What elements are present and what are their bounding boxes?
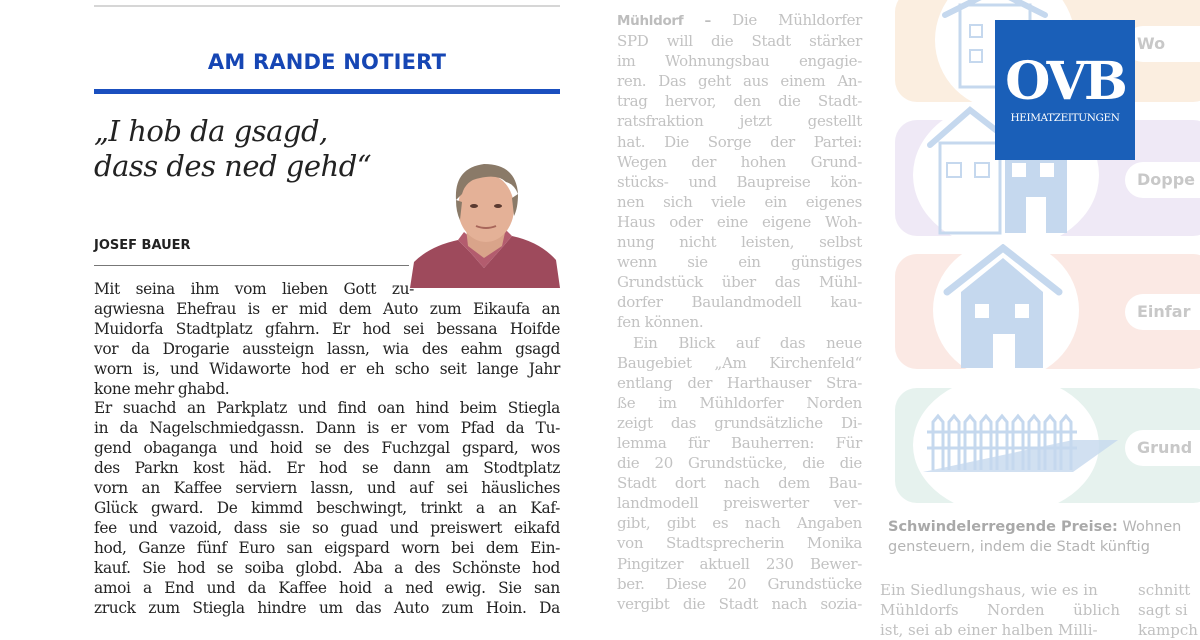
section-rubric: AM RANDE NOTIERT bbox=[207, 50, 447, 74]
mid-line: ren. Das geht aus einem An- bbox=[617, 72, 862, 91]
top-divider bbox=[94, 5, 560, 7]
bottom-line: Ein Siedlungshaus, wie es in bbox=[880, 581, 1098, 599]
body-line: Glück gward. De kimmd beschwingt, trinkt a an Kaf- bbox=[94, 498, 560, 517]
mid-line: gibt, gibt es nach Angaben bbox=[617, 514, 862, 533]
body-line: vor da Drogarie aussteign lassn, wia des eahm gsagd bbox=[94, 339, 560, 358]
body-line: kauf. Sie hod se soiba globd. Aba a des Schönste hod bbox=[94, 558, 560, 577]
mid-line: Stadt dort nach dem Bau- bbox=[617, 474, 862, 493]
mid-line: die 20 Grundstücke, die die bbox=[617, 454, 862, 473]
mid-line: nen sich viele ein eigenes bbox=[617, 192, 862, 211]
caption-bold: Schwindelerregende Preise: bbox=[888, 519, 1118, 535]
body-line: fee und vazoid, dass sie so guad und preiswert eikafd bbox=[94, 518, 560, 537]
mid-line: vergibt die Stadt nach sozia- bbox=[617, 594, 862, 613]
mid-line: Wegen der hohen Grund- bbox=[617, 152, 862, 171]
caption-line-2: gensteuern, indem die Stadt künftig bbox=[888, 539, 1150, 555]
body-line: agwiesna Ehefrau is er mid dem Auto zum Eikaufa an bbox=[94, 299, 560, 318]
body-line: gend obaganga und hoid se des Fuchzgal gspard, wos bbox=[94, 439, 560, 458]
mid-line: ber. Diese 20 Grundstücke bbox=[617, 574, 862, 593]
mid-line: SPD will die Stadt stärker bbox=[617, 32, 862, 51]
logo-subtitle: HEIMATZEITUNGEN bbox=[1010, 112, 1120, 124]
mid-line-first bbox=[617, 10, 862, 31]
mid-line: wenn sie ein günstiges bbox=[617, 253, 862, 272]
mid-line: Haus oder eine eigene Woh- bbox=[617, 212, 862, 231]
mid-line: landmodell preiswerter ver- bbox=[617, 494, 862, 513]
row-label: Doppe bbox=[1125, 162, 1200, 198]
mid-line: trag hervor, den die Stadt- bbox=[617, 92, 862, 111]
caption-rest: Wohnen bbox=[1117, 519, 1182, 535]
mid-line: Baugebiet „Am Kirchenfeld“ bbox=[617, 353, 862, 372]
body-line: kone mehr ghabd. bbox=[94, 379, 230, 398]
row-label: Wo bbox=[1125, 26, 1200, 62]
portrait-illustration bbox=[410, 150, 560, 288]
mid-line: ratsfraktion jetzt gestellt bbox=[617, 112, 862, 131]
caption-line-1 bbox=[888, 517, 1200, 537]
byline-divider bbox=[94, 265, 409, 266]
bottom-line: Mühldorfs Norden üblich bbox=[880, 601, 1120, 619]
row-label: Einfar bbox=[1125, 294, 1200, 330]
bottom-column-1 bbox=[880, 580, 1120, 640]
mid-line: hat. Die Sorge der Partei: bbox=[617, 132, 862, 151]
mid-line: dorfer Baulandmodell kau- bbox=[617, 293, 862, 312]
mid-line: nung nicht leisten, selbst bbox=[617, 233, 862, 252]
body-line: zruck zum Stiegla hindre um das Auto zum Hoin. Da bbox=[94, 598, 560, 617]
article-headline bbox=[94, 114, 424, 184]
body-line: amoi a End und da Kaffee hoid a ned ewig. Sie san bbox=[94, 578, 560, 597]
body-line: vorn an Kaffee serviern lassn, und auf sei häusliches bbox=[94, 479, 560, 498]
fence-plot-icon bbox=[923, 412, 1118, 472]
ovb-logo[interactable] bbox=[995, 20, 1135, 160]
author-portrait bbox=[410, 150, 560, 288]
body-line: Mit seina ihm vom lieben Gott zu- bbox=[94, 280, 414, 298]
bottom-line: ist, sei ab einer halben Milli- bbox=[880, 621, 1098, 639]
mid-line: ße im Mühldorfer Norden bbox=[617, 393, 862, 412]
mid-line: im Wohnungsbau engagie- bbox=[617, 52, 862, 71]
middle-article bbox=[617, 10, 862, 614]
infographic-caption bbox=[888, 517, 1200, 557]
rubric-underline bbox=[94, 89, 560, 94]
mid-line: stücks- und Baupreise kön- bbox=[617, 172, 862, 191]
body-line: in da Nagelschmiedgassn. Dann is er vom Pfad da Tu- bbox=[94, 419, 560, 438]
mid-line: Pingitzer aktuell 230 Bewer- bbox=[617, 554, 862, 573]
body-line: Muidorfa Stadtplatz gfahrn. Er hod sei bessana Hoifde bbox=[94, 319, 560, 338]
mid-line: lemma für Bauherren: Für bbox=[617, 433, 862, 452]
body-line: hod, Ganze fünf Euro san eigspard worn bei dem Ein- bbox=[94, 538, 560, 557]
headline-line-1: „I hob da gsagd, bbox=[94, 114, 328, 148]
bottom-column-2 bbox=[1138, 580, 1200, 640]
dateline: Mühldorf – bbox=[617, 13, 711, 29]
article-body bbox=[94, 280, 560, 618]
body-line: des Parkn kost häd. Er hod se dann am Stodtplatz bbox=[94, 459, 560, 478]
mid-line: entlang der Harthauser Stra- bbox=[617, 373, 862, 392]
body-line: worn is, und Widaworte hod er eh scho seit lange Jahr bbox=[94, 359, 560, 378]
bottom-line: kampch bbox=[1138, 621, 1198, 639]
single-house-icon bbox=[943, 244, 1067, 370]
mid-line: fen können. bbox=[617, 313, 704, 332]
bottom-line: sagt si bbox=[1138, 601, 1188, 619]
logo-title: OVB bbox=[1005, 51, 1125, 112]
mid-line: zeigt das grundsätzliche Di- bbox=[617, 413, 862, 432]
mid-line: Grundstück über das Mühl- bbox=[617, 273, 862, 292]
mid-line: Ein Blick auf das neue bbox=[633, 333, 862, 352]
mid-line-text: Die Mühldorfer bbox=[732, 11, 863, 29]
author-byline: JOSEF BAUER bbox=[94, 238, 191, 253]
bottom-line: schnitt bbox=[1138, 581, 1191, 599]
headline-line-2: dass des ned gehd“ bbox=[94, 149, 372, 183]
body-line: Er suachd an Parkplatz und find oan hind beim Stiegla bbox=[94, 399, 560, 418]
mid-line: von Stadtsprecherin Monika bbox=[617, 534, 862, 553]
row-label: Grund bbox=[1125, 430, 1200, 466]
